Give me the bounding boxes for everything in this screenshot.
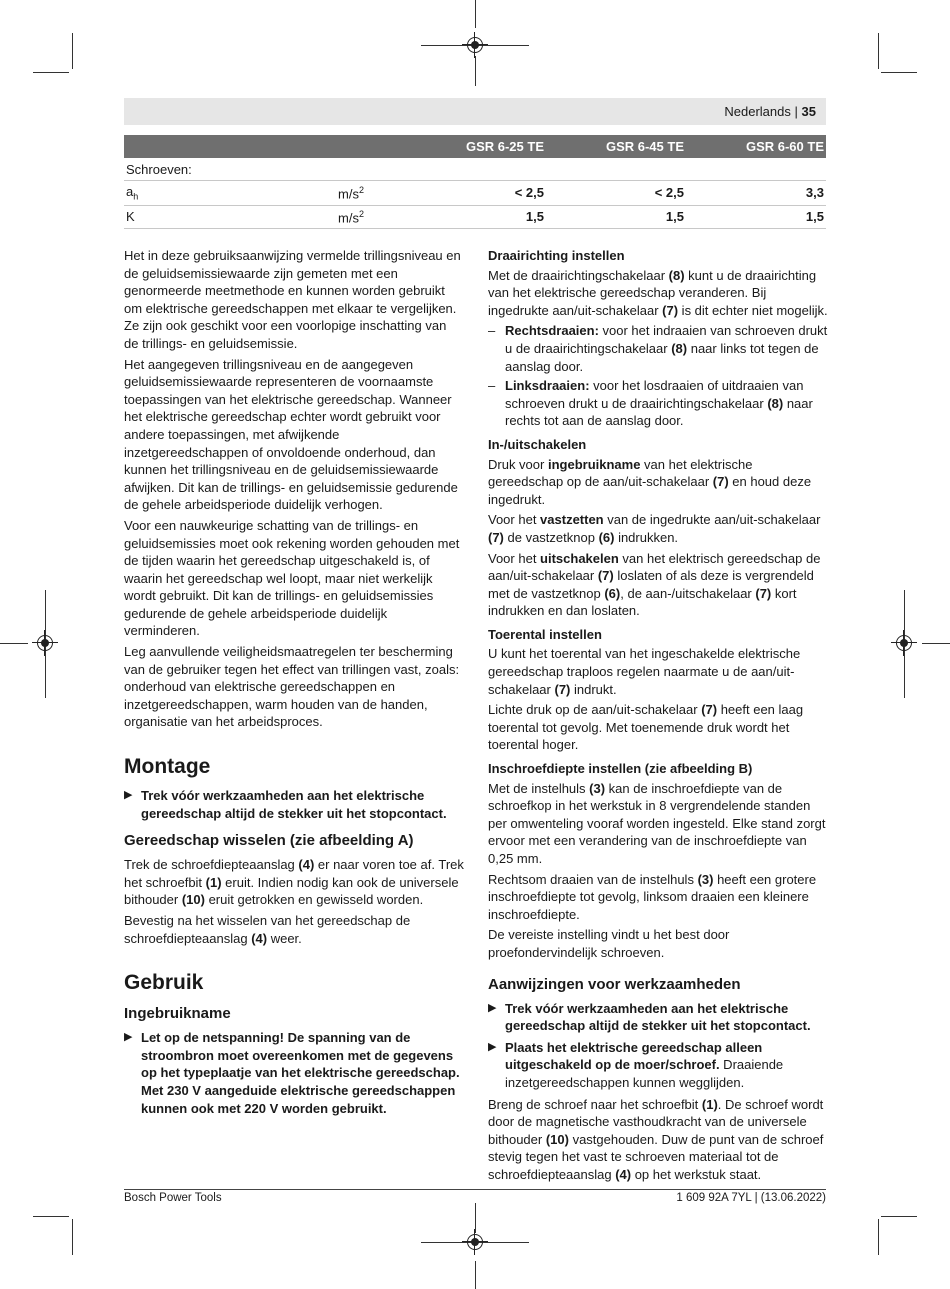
- section-title-gebruik: Gebruik: [124, 971, 204, 995]
- list-item: – Linksdraaien: voor het losdraaien of uitdraaien van schroeven drukt u de draairichtingschakelaar (8) naar rechts tot aan de aanslag door.: [488, 378, 813, 429]
- subsection-title: Inschroefdiepte instellen (zie afbeelding B): [488, 761, 753, 777]
- paragraph: Voor een nauwkeurige schatting van de trillings- en geluidsemissies moet ook rekening worden gehouden met de tijden waarin het gereedschap uitgeschakeld is, of waarin het gereedschap wel loopt, maar niet werkelijk wordt gebruikt. Dit kan de trillings- en geluidsemissies gedurende de gehele arbeidsperiode duidelijk verminderen.: [124, 517, 460, 639]
- paragraph: Met de draairichtingschakelaar (8) kunt u de draairichting van het elektrische gereedschap veranderen. Bij ingedrukte aan/uit-schakelaar (7) is dit echter niet mogelijk.: [488, 267, 828, 318]
- registration-mark-icon: [37, 635, 53, 651]
- subsection-title: Gereedschap wisselen (zie afbeelding A): [124, 832, 414, 850]
- table-cell: 1,5: [546, 205, 686, 228]
- footer-divider: [124, 1189, 826, 1190]
- paragraph: U kunt het toerental van het ingeschakelde elektrische gereedschap traploos regelen naarmate u de aan/uit-schakelaar (7) indrukt.: [488, 646, 801, 697]
- subsection-title: Draairichting instellen: [488, 248, 625, 263]
- table-cell: < 2,5: [404, 181, 546, 206]
- warning-item: ▶ Let op de netspanning! De spanning van de stroombron moet overeenkomen met de gegevens op het typeplaatje van het elektrische gereedschap. Met 230 V aangeduide elektrische gereedschappen kunnen ook met 220 V worden gebruikt.: [124, 1030, 460, 1116]
- page-header: [124, 98, 826, 125]
- paragraph: Rechtsom draaien van de instelhuls (3) heeft een grotere inschroefdiepte tot gevolg, linksom draaien een kleinere inschroefdiepte.: [488, 871, 817, 922]
- table-cell: 3,3: [686, 181, 826, 206]
- warning-item: ▶ Plaats het elektrische gereedschap alleen uitgeschakeld op de moer/schroef. Draaiende inzetgereedschappen kunnen wegglijden.: [488, 1039, 784, 1090]
- left-column: [124, 247, 464, 1121]
- column-header: GSR 6-45 TE: [546, 135, 686, 158]
- paragraph: Bevestig na het wisselen van het gereedschap de schroefdiepteaanslag (4) weer.: [124, 913, 411, 946]
- column-header: GSR 6-60 TE: [686, 135, 826, 158]
- section-label: Schroeven:: [124, 158, 826, 181]
- row-label: $a_h$: [124, 181, 336, 206]
- paragraph: Breng de schroef naar het schroefbit (1). De schroef wordt door de magnetische vasthoudkracht van de universele bithouder (10) vastgehouden. Duw de punt van de schroef stevig tegen het vast te schroeven materiaal tot de schroefdiepteaanslag (4) op het werkstuk staat.: [488, 1096, 824, 1182]
- paragraph: Trek de schroefdiepteaanslag (4) er naar voren toe af. Trek het schroefbit (1) eruit. Indien nodig kan ook de universele bithouder (10) eruit getrokken en gewisseld worden.: [124, 857, 464, 908]
- paragraph: Het aangegeven trillingsniveau en de aangegeven geluidsemissiewaarde representeren de voornaamste toepassingen van het elektrische gereedschap. Wanneer het elektrische gereedschap echter wordt gebruikt voor andere toepassingen, met afwijkende inzetgereedschappen of onvoldoende onderhoud, dan kunnen het trillingsniveau en de geluidsemissiewaarde afwijken. Dit kan de trillings- en geluidsemissie gedurende de gehele arbeidsperiode duidelijk verhogen.: [124, 356, 458, 513]
- paragraph: Leg aanvullende veiligheidsmaatregelen ter bescherming van de gebruiker tegen het effect van trillingen vast, zoals: onderhoud van elektrische gereedschappen en inzetgereedschappen, warm houden van de handen, organisatie van het arbeidsproces.: [124, 644, 460, 730]
- registration-mark-icon: [896, 635, 912, 651]
- table-cell: 1,5: [404, 205, 546, 228]
- warning-item: ▶ Trek vóór werkzaamheden aan het elektrische gereedschap altijd de stekker uit het stopcontact.: [488, 1000, 811, 1034]
- subsection-title: Ingebruikname: [124, 1005, 231, 1023]
- footer-left: Bosch Power Tools: [124, 1192, 222, 1204]
- paragraph: Voor het vastzetten van de ingedrukte aan/uit-schakelaar (7) de vastzetknop (6) indrukken.: [488, 512, 821, 545]
- header-text: [724, 104, 816, 119]
- triangle-bullet-icon: ▶: [488, 1001, 497, 1014]
- list-item: – Rechtsdraaien: voor het indraaien van schroeven drukt u de draairichtingschakelaar (8) naar links tot tegen de aanslag door.: [488, 323, 828, 374]
- subsection-title: In-/uitschakelen: [488, 436, 587, 452]
- table-row: [124, 181, 826, 206]
- header-separator: |: [794, 104, 798, 119]
- right-column: [488, 247, 828, 1187]
- table-cell: < 2,5: [546, 181, 686, 206]
- paragraph: Met de instelhuls (3) kan de inschroefdiepte van de schroefkop in het werkstuk in 8 vergrendelende standen per omwenteling vooraf worden ingesteld. Elke stand zorgt ervoor met een verandering van de inschroefdiepte van 0,25 mm.: [488, 780, 826, 866]
- spec-table: [124, 135, 826, 229]
- footer-right: 1 609 92A 7YL | (13.06.2022): [676, 1192, 826, 1204]
- paragraph: Het in deze gebruiksaanwijzing vermelde trillingsniveau en de geluidsemissiewaarde zijn gemeten met een genormeerde meetmethode en kunnen worden gebruikt om elektrische gereedschappen met elkaar te vergelijken. Ze zijn ook geschikt voor een voorlopige inschatting van de trillings- en geluidsemissie.: [124, 248, 461, 351]
- paragraph: Voor het uitschakelen van het elektrisch gereedschap de aan/uit-schakelaar (7) loslaten of als deze is vergrendeld met de vastzetknop (6), de aan-/uitschakelaar (7) kort indrukken en dan loslaten.: [488, 550, 821, 619]
- section-title-montage: Montage: [124, 755, 211, 779]
- table-header-row: [124, 135, 826, 158]
- triangle-bullet-icon: ▶: [124, 1031, 133, 1044]
- row-label: K: [124, 205, 336, 228]
- registration-mark-icon: [467, 1234, 483, 1250]
- subsection-title: Aanwijzingen voor werkzaamheden: [488, 975, 741, 993]
- page-number: 35: [801, 104, 816, 119]
- row-unit: $m/s^2$: [336, 181, 404, 206]
- paragraph: De vereiste instelling vindt u het best door proefondervindelijk schroeven.: [488, 927, 730, 960]
- warning-item: ▶ Trek vóór werkzaamheden aan het elektrische gereedschap altijd de stekker uit het stopcontact.: [124, 788, 447, 821]
- table-cell: 1,5: [686, 205, 826, 228]
- subsection-title: Toerental instellen: [488, 626, 602, 642]
- paragraph: Druk voor ingebruikname van het elektrische gereedschap op de aan/uit-schakelaar (7) en houd deze ingedrukt.: [488, 456, 812, 507]
- row-unit: $m/s^2$: [336, 205, 404, 228]
- table-section-row: [124, 158, 826, 181]
- column-header: GSR 6-25 TE: [404, 135, 546, 158]
- triangle-bullet-icon: ▶: [124, 789, 133, 802]
- triangle-bullet-icon: ▶: [488, 1040, 497, 1053]
- table-row: [124, 205, 826, 228]
- registration-mark-icon: [467, 37, 483, 53]
- paragraph: Lichte druk op de aan/uit-schakelaar (7) heeft een laag toerental tot gevolg. Met toenemende druk wordt het toerental hoger.: [488, 702, 804, 753]
- header-language: Nederlands: [724, 104, 791, 119]
